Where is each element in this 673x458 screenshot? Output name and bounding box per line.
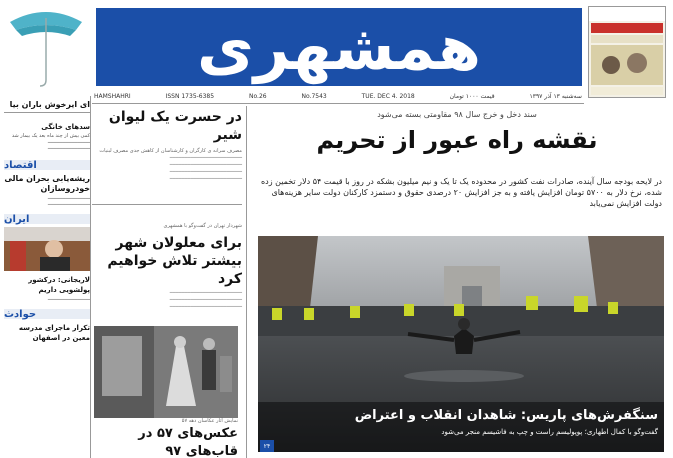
mid-photo-text-wrap [94, 418, 238, 458]
main-kicker: سند دخل و خرج سال ۹۸ مقاومتی بسته می‌شود [377, 110, 537, 119]
brand-latin: HAMSHAHRI [94, 93, 131, 100]
main-lead: در لایحه بودجه سال آینده، صادرات نفت کشور در محدوده یک تا یک و نیم میلیون بشکه در روز با قیمت ۵۴ دلار تخمین زده شده، نرخ دلار به ۵۷۰۰ تومان افزایش یافته و به جز افزایش ۲۰ درصدی حقوق و دستمزد کارکنان دولت سایر هزینه‌های دولت افزایش نمی‌یابد [260, 177, 662, 208]
thumbnail-frontpage [588, 6, 666, 98]
photo-subcaption: گفت‌وگو با کمال اطهاری؛ پوپولیسم راست و چپ به فاشیسم منجر می‌شود [441, 428, 658, 436]
umbrella-icon [6, 6, 86, 90]
left-top-headline: ای ایرخوش باران بیا [9, 100, 90, 109]
middle-column: در حسرت یک لیوان شیر مصرف سرانه ی کارگران و کارشناسان از کاهش جدی مصرف لبنیات ━━━━━━━━━━━━━━━━━━━━━━━━ ━━━━━━━━━━━━━━━━━━━━━━━━ ━━━━━━━━━━━━━━━━━━━━━━━━ ━━━━━━━━━━━━━━━━━━━━━━━━ شهردار تهران در گفت‌وگو با همشهری برای معلولان شهر بیشتر تلاش خواهیم کرد ━━━━━━━━━━━━━━━━━━━━━━━━ ━━━━━━━━━━━━━━━━━━━━━━━━ ━━━━━━━━━━━━━━━━━━━━━━━━ [92, 106, 242, 458]
mid-text-1: مصرف سرانه ی کارگران و کارشناسان از کاهش جدی مصرف لبنیات [99, 148, 242, 154]
left-item1-title: سدهای خانگی [41, 123, 90, 131]
mid-text-2: شهردار تهران در گفت‌وگو با همشهری [163, 223, 242, 229]
date-persian: سه‌شنبه ۱۳ آذر ۱۳۹۷ [529, 93, 582, 100]
year-number: No.26 [248, 93, 267, 100]
mid-headline-2: برای معلولان شهر بیشتر تلاش خواهیم کرد [107, 235, 242, 287]
mid-photo [94, 326, 238, 418]
section-band-iran [4, 214, 90, 224]
section-economy: اقتصاد [4, 160, 37, 171]
section-band-economy [4, 160, 90, 170]
dateline [92, 90, 584, 104]
photo-caption: سنگفرش‌های پاریس: شاهدان انقلاب و اعتراض [354, 408, 658, 423]
price: قیمت ۱۰۰۰ تومان [449, 93, 495, 100]
issue-number: No.7543 [301, 93, 327, 100]
economy-headline: ریشه‌یابی بحران مالی خودروسازان [4, 174, 90, 193]
section-band-events [4, 309, 90, 319]
iran-photo [4, 227, 90, 271]
mid-headline-3: عکس‌های ۵۷ در قاب‌های ۹۷ [138, 426, 238, 458]
issn: ISSN 1735-6385 [165, 93, 215, 100]
logo-text: همشهری [197, 10, 481, 84]
thumbnail-image [589, 7, 665, 97]
events-headline: تکرار ماجرای مدرسه معین در اصفهان [18, 324, 90, 342]
iran-headline: لاریجانی: درکشور پولشویی داریم [28, 276, 90, 294]
column-rule-middle [246, 106, 247, 458]
column-rule-left [90, 96, 91, 458]
mid-photo-image [94, 326, 238, 418]
mid-headline-1: در حسرت یک لیوان شیر [108, 109, 242, 143]
left-column: ای ایرخوش باران بیا سدهای خانگی کمی بیش از چند ماه بعد یک بیمار شد ━━━━━━━━━━━━━━ ━━━━━━━━━━━━━━ اقتصاد ریشه‌یابی بحران مالی خودروسازان ━━━━━━━━━━━━━━ ━━━━━━━━━━━━━━ ایران لاریجانی: درکشور پولشویی داریم ━━━━━━━━━━━━━━ حوادث تکرار ماجرای مدرسه معین در اصفهان [4, 100, 90, 342]
section-events: حوادث [4, 309, 37, 320]
divider [4, 112, 90, 113]
section-iran: ایران [4, 214, 30, 225]
page-number-badge: ۲۴ [260, 440, 274, 452]
divider [92, 204, 242, 205]
date-english: TUE. DEC 4. 2018 [361, 93, 415, 100]
mid-text-3: نمایش آثار عکاسان دهه ۵۷ [181, 418, 238, 424]
main-headline: نقشه راه عبور از تحریم [316, 126, 598, 154]
masthead-logo [96, 8, 582, 86]
left-item1-text: کمی بیش از چند ماه بعد یک بیمار شد [11, 133, 90, 139]
